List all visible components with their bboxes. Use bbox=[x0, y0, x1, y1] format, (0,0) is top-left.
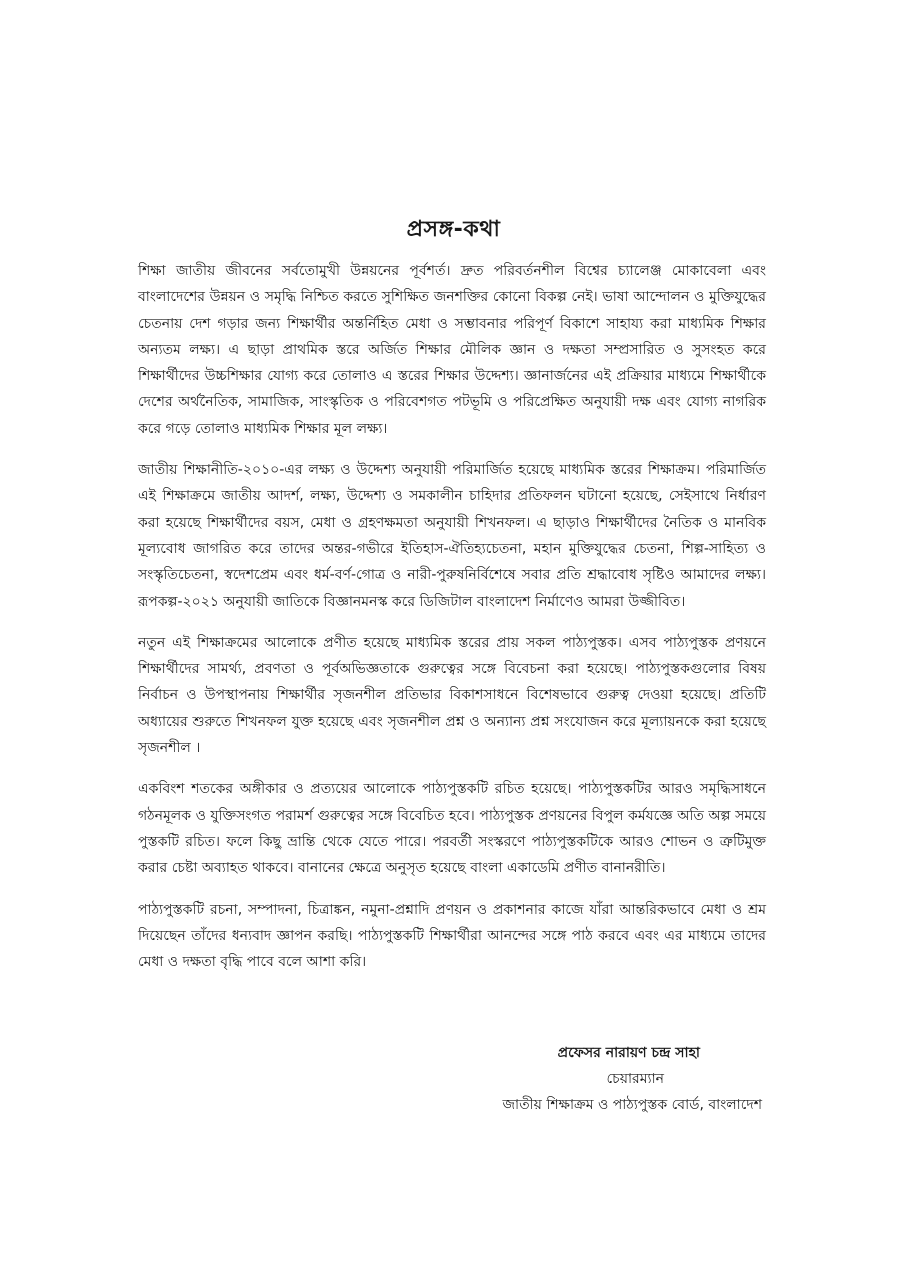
body-text bbox=[138, 258, 766, 990]
paragraph-2: জাতীয় শিক্ষানীতি-২০১০-এর লক্ষ্য ও উদ্দেশ্য অনুযায়ী পরিমার্জিত হয়েছে মাধ্যমিক স্তরের শিক্ষাক্রম। পরিমার্জিত এই শিক্ষাক্রমে জাতীয় আদর্শ, লক্ষ্য, উদ্দেশ্য ও সমকালীন চাহিদার প্রতিফলন ঘটানো হয়েছে, সেইসাথে নির্ধারণ করা হয়েছে শিক্ষার্থীদের বয়স, মেধা ও গ্রহণক্ষমতা অনুযায়ী শিখনফল। এ ছাড়াও শিক্ষার্থীদের নৈতিক ও মানবিক মূল্যবোধ জাগরিত করে তাদের অন্তর-গভীরে ইতিহাস-ঐতিহ্যচেতনা, মহান মুক্তিযুদ্ধের চেতনা, শিল্প-সাহিত্য ও সংস্কৃতিচেতনা, স্বদেশপ্রেম এবং ধর্ম-বর্ণ-গোত্র ও নারী-পুরুষনির্বিশেষে সবার প্রতি শ্রদ্ধাবোধ সৃষ্টিও আমাদের লক্ষ্য। রূপকল্প-২০২১ অনুযায়ী জাতিকে বিজ্ঞানমনস্ক করে ডিজিটাল বাংলাদেশ নির্মাণেও আমরা উজ্জীবিত। bbox=[138, 462, 766, 610]
signature-organization: জাতীয় শিক্ষাক্রম ও পাঠ্যপুস্তক বোর্ড, বাংলাদেশ bbox=[502, 1097, 762, 1113]
page-title: প্রসঙ্গ-কথা bbox=[406, 217, 501, 242]
signature-role: চেয়ারম্যান bbox=[606, 1071, 664, 1087]
paragraph-4: একবিংশ শতকের অঙ্গীকার ও প্রত্যয়ের আলোকে পাঠ্যপুস্তকটি রচিত হয়েছে। পাঠ্যপুস্তকটির আরও সমৃদ্ধিসাধনে গঠনমূলক ও যুক্তিসংগত পরামর্শ গুরুত্বের সঙ্গে বিবেচিত হবে। পাঠ্যপুস্তক প্রণয়নের বিপুল কর্মযজ্ঞে অতি অল্প সময়ে পুস্তকটি রচিত। ফলে কিছু ভ্রান্তি থেকে যেতে পারে। পরবর্তী সংস্করণে পাঠ্যপুস্তকটিকে আরও শোভন ও ত্রুটিমুক্ত করার চেষ্টা অব্যাহত থাকবে। বানানের ক্ষেত্রে অনুসৃত হয়েছে বাংলা একাডেমি প্রণীত বানানরীতি। bbox=[138, 781, 766, 877]
paragraph-1: শিক্ষা জাতীয় জীবনের সর্বতোমুখী উন্নয়নের পূর্বশর্ত। দ্রুত পরিবর্তনশীল বিশ্বের চ্যালেঞ্জ মোকাবেলা এবং বাংলাদেশের উন্নয়ন ও সমৃদ্ধি নিশ্চিত করতে সুশিক্ষিত জনশক্তির কোনো বিকল্প নেই। ভাষা আন্দোলন ও মুক্তিযুদ্ধের চেতনায় দেশ গড়ার জন্য শিক্ষার্থীর অন্তর্নিহিত মেধা ও সম্ভাবনার পরিপূর্ণ বিকাশে সাহায্য করা মাধ্যমিক শিক্ষার অন্যতম লক্ষ্য। এ ছাড়া প্রাথমিক স্তরে অর্জিত শিক্ষার মৌলিক জ্ঞান ও দক্ষতা সম্প্রসারিত ও সুসংহত করে শিক্ষার্থীদের উচ্চশিক্ষার যোগ্য করে তোলাও এ স্তরের শিক্ষার উদ্দেশ্য। জ্ঞানার্জনের এই প্রক্রিয়ার মাধ্যমে শিক্ষার্থীকে দেশের অর্থনৈতিক, সামাজিক, সাংস্কৃতিক ও পরিবেশগত পটভূমি ও পরিপ্রেক্ষিত অনুযায়ী দক্ষ এবং যোগ্য নাগরিক করে গড়ে তোলাও মাধ্যমিক শিক্ষার মূল লক্ষ্য। bbox=[138, 263, 766, 437]
paragraph-3: নতুন এই শিক্ষাক্রমের আলোকে প্রণীত হয়েছে মাধ্যমিক স্তরের প্রায় সকল পাঠ্যপুস্তক। এসব পাঠ্যপুস্তক প্রণয়নে শিক্ষার্থীদের সামর্থ্য, প্রবণতা ও পূর্বঅভিজ্ঞতাকে গুরুত্বের সঙ্গে বিবেচনা করা হয়েছে। পাঠ্যপুস্তকগুলোর বিষয় নির্বাচন ও উপস্থাপনায় শিক্ষার্থীর সৃজনশীল প্রতিভার বিকাশসাধনে বিশেষভাবে গুরুত্ব দেওয়া হয়েছে। প্রতিটি অধ্যায়ের শুরুতে শিখনফল যুক্ত হয়েছে এবং সৃজনশীল প্রশ্ন ও অন্যান্য প্রশ্ন সংযোজন করে মূল্যায়নকে করা হয়েছে সৃজনশীল । bbox=[138, 634, 766, 757]
signature-name: প্রফেসর নারায়ণ চন্দ্র সাহা bbox=[557, 1045, 700, 1061]
signature-block bbox=[442, 1040, 762, 1118]
paragraph-5: পাঠ্যপুস্তকটি রচনা, সম্পাদনা, চিত্রাঙ্কন, নমুনা-প্রশ্নাদি প্রণয়ন ও প্রকাশনার কাজে যাঁরা আন্তরিকভাবে মেধা ও শ্রম দিয়েছেন তাঁদের ধন্যবাদ জ্ঞাপন করছি। পাঠ্যপুস্তকটি শিক্ষার্থীরা আনন্দের সঙ্গে পাঠ করবে এবং এর মাধ্যমে তাদের মেধা ও দক্ষতা বৃদ্ধি পাবে বলে আশা করি। bbox=[138, 901, 766, 971]
